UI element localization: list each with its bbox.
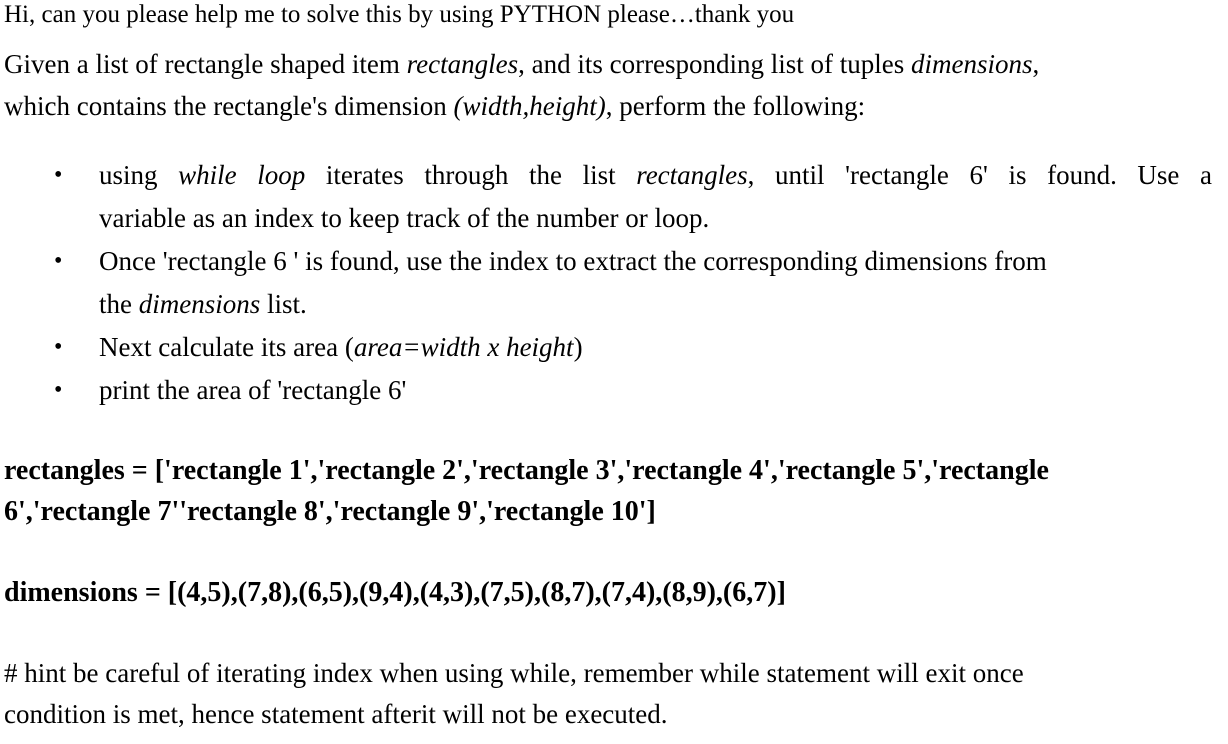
bullet-line <box>99 283 1212 326</box>
bullet-text: iterates through the list <box>305 160 637 190</box>
hint-line-2: condition is met, hence statement afterit will not be executed. <box>4 699 668 729</box>
rectangles-code-line-2: 6','rectangle 7''rectangle 8','rectangle 9','rectangle 10'] <box>4 496 656 527</box>
bullet-line: variable as an index to keep track of the number or loop. <box>99 203 710 233</box>
instructions-list <box>4 154 1212 412</box>
problem-line-1 <box>4 43 1212 85</box>
bullet-line: Once 'rectangle 6 ' is found, use the index to extract the corresponding dimensions from <box>99 246 1047 276</box>
bullet-icon: • <box>54 334 63 360</box>
bullet-text: ) <box>573 332 583 362</box>
problem-text: , and its corresponding list of tuples <box>518 49 912 79</box>
list-item <box>4 326 1212 369</box>
dimensions-code <box>4 572 1212 613</box>
rectangles-term: rectangles <box>636 160 748 190</box>
rectangles-code <box>4 450 1212 532</box>
hint-comment <box>4 653 1212 735</box>
bullet-line <box>99 154 1212 197</box>
bullet-text: Next calculate its area ( <box>99 332 354 362</box>
problem-text: , <box>1032 49 1040 79</box>
list-item <box>4 154 1212 240</box>
bullet-icon: • <box>54 377 63 403</box>
bullet-text: using <box>99 160 179 190</box>
bullet-line: print the area of 'rectangle 6' <box>99 375 407 405</box>
area-formula: area=width x height <box>353 332 574 362</box>
width-height-term: (width,height) <box>453 91 606 121</box>
dimensions-term: dimensions <box>138 289 261 319</box>
problem-line-2 <box>4 85 1212 127</box>
while-loop-term: while loop <box>178 160 306 190</box>
problem-text: Given a list of rectangle shaped item <box>4 49 407 79</box>
bullet-icon: • <box>54 248 63 274</box>
problem-text: , perform the following: <box>605 91 866 121</box>
bullet-text: list. <box>260 289 307 319</box>
bullet-text: , until 'rectangle 6' is found. Use a <box>747 160 1213 190</box>
list-item <box>4 369 1212 412</box>
problem-text: which contains the rectangle's dimension <box>4 91 454 121</box>
hint-line-1: # hint be careful of iterating index when using while, remember while statement will exit once <box>4 658 1024 688</box>
dimensions-term: dimensions <box>911 49 1033 79</box>
rectangles-term: rectangles <box>406 49 519 79</box>
intro-text: Hi, can you please help me to solve this by using PYTHON please…thank you <box>4 1 795 28</box>
bullet-icon: • <box>54 162 63 188</box>
problem-paragraph <box>4 43 1212 127</box>
list-item <box>4 240 1212 326</box>
bullet-text: the <box>99 289 139 319</box>
rectangles-code-line-1: rectangles = ['rectangle 1','rectangle 2','rectangle 3','rectangle 4','rectangle 5','rectangle <box>4 455 1049 486</box>
question-document <box>4 0 1212 735</box>
bullet-line <box>99 326 1212 369</box>
dimensions-code-line: dimensions = [(4,5),(7,8),(6,5),(9,4),(4,3),(7,5),(8,7),(7,4),(8,9),(6,7)] <box>4 577 786 608</box>
